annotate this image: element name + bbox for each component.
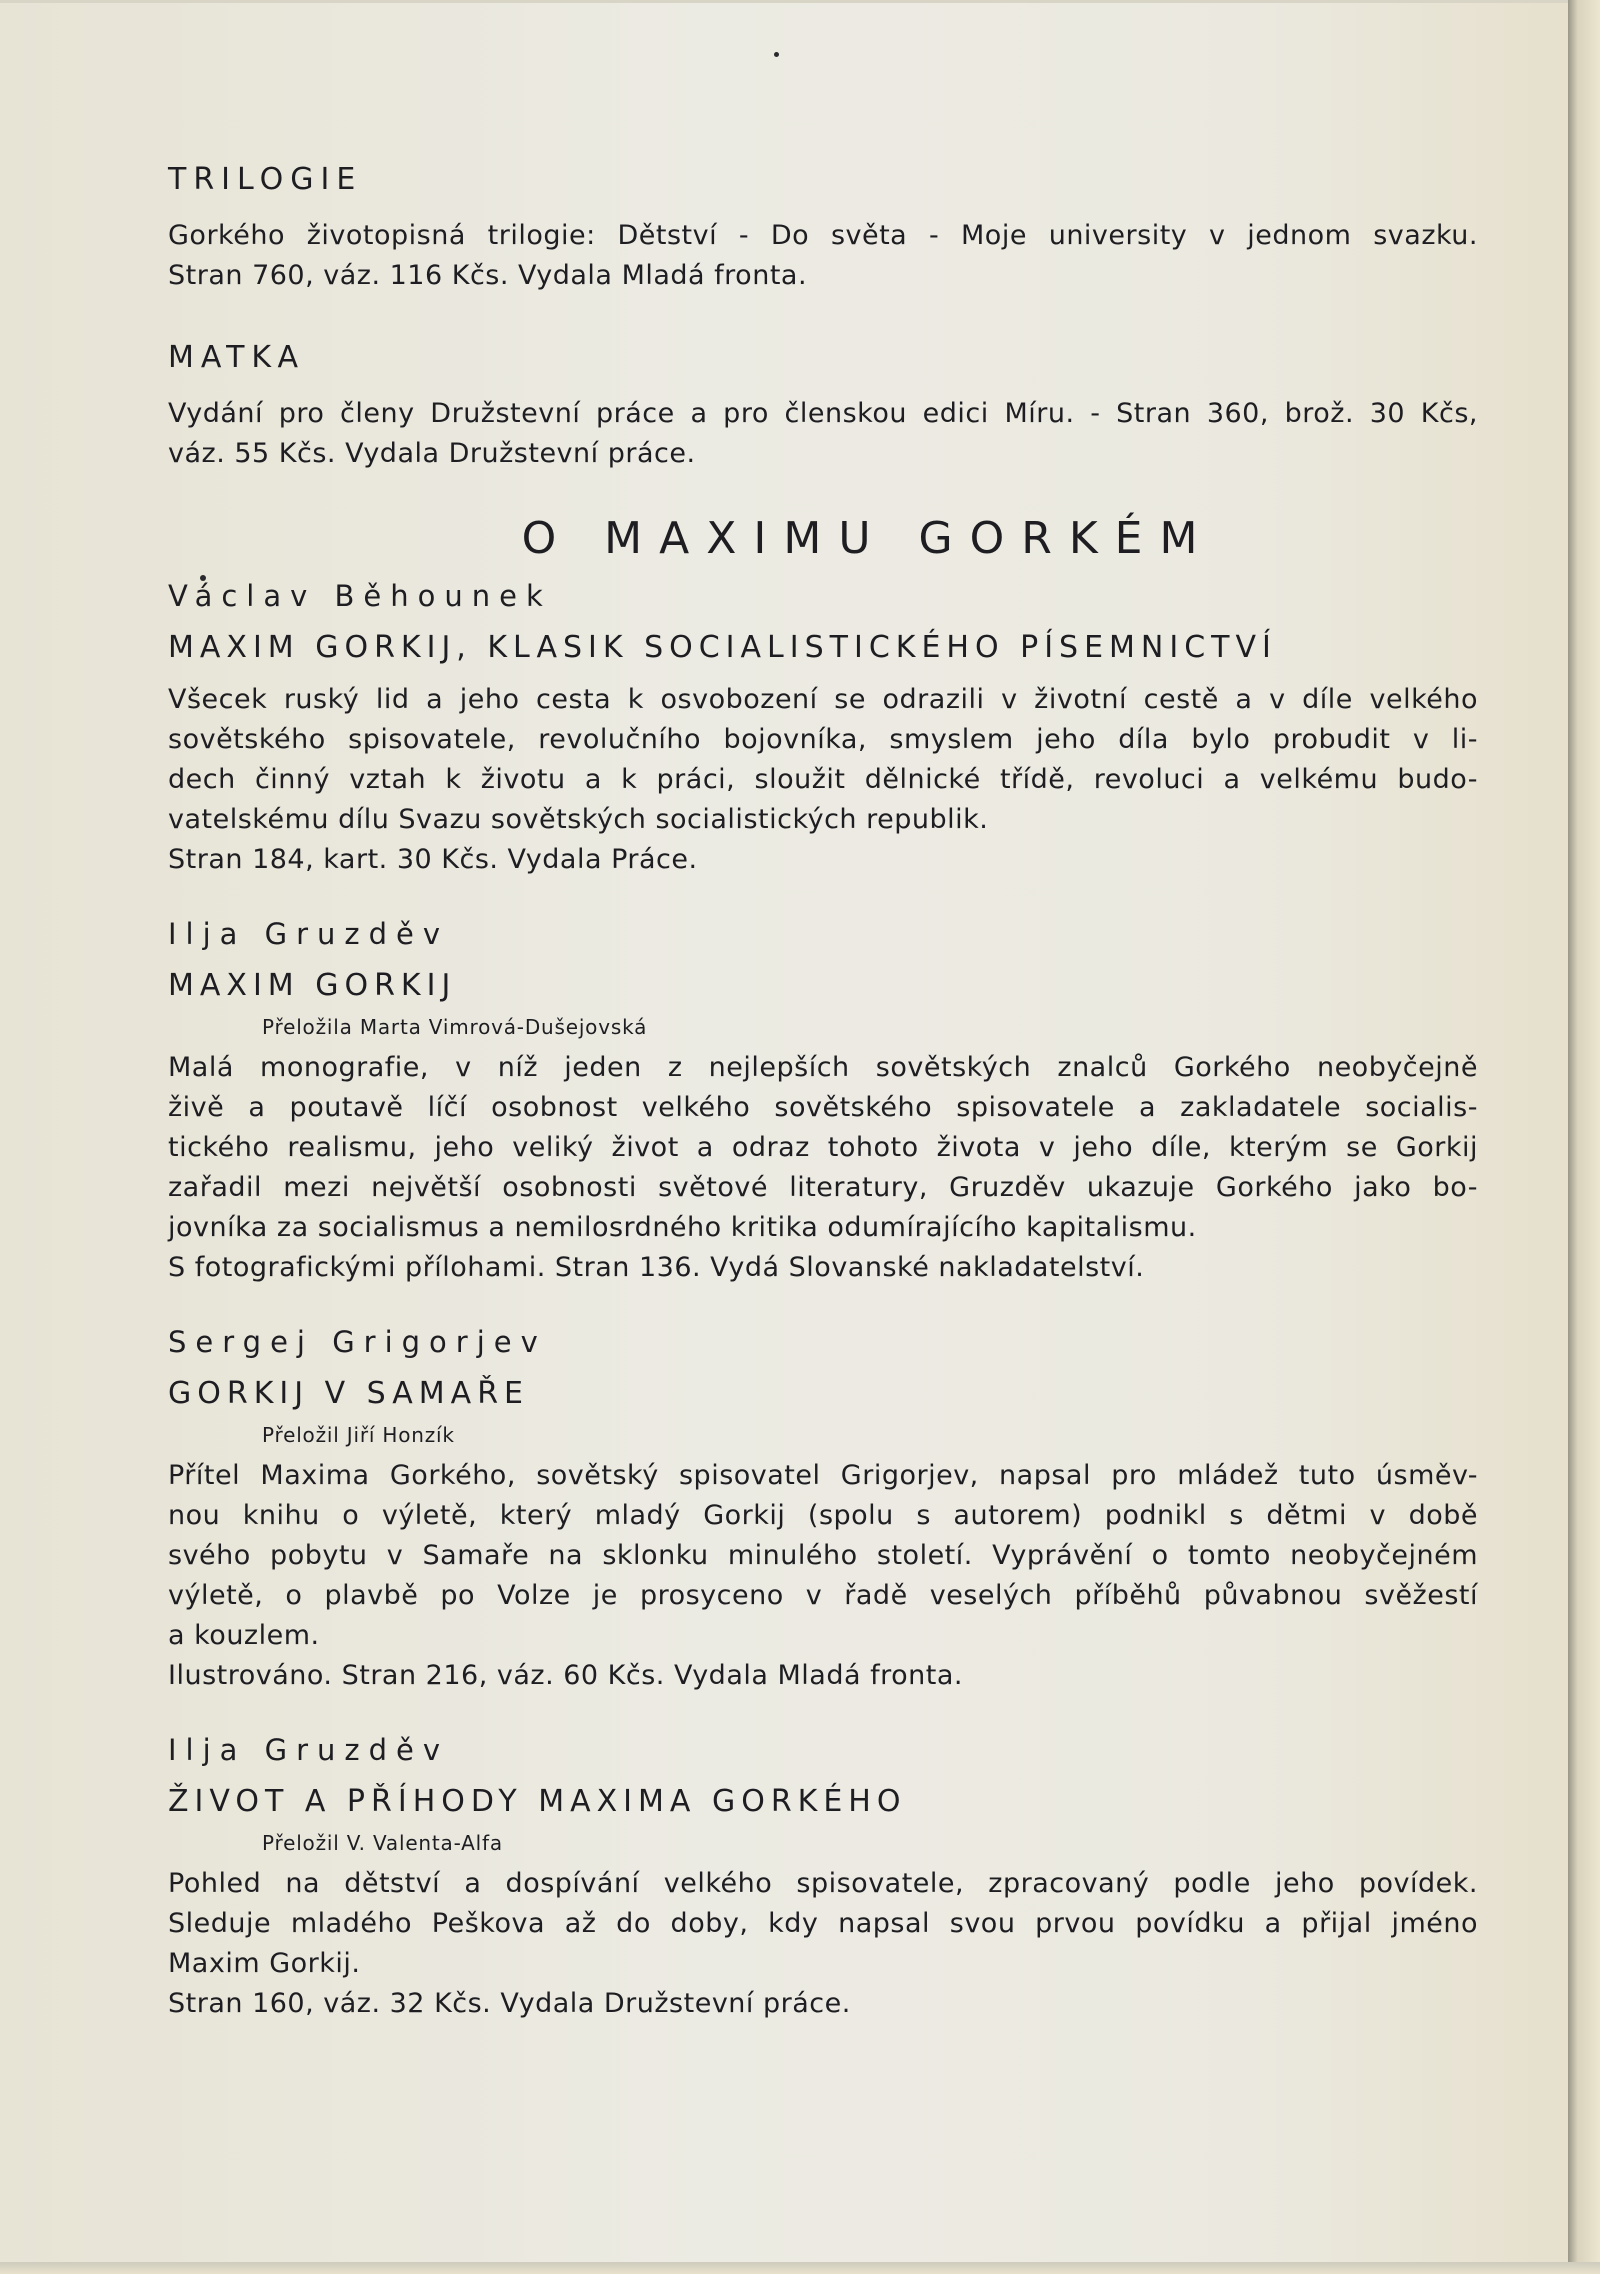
book-author: Ilja Gruzděv — [168, 1733, 450, 1767]
text-line: Všecek ruský lid a jeho cesta k osvobození se odrazili v životní cestě a v díle velkého — [168, 684, 1478, 715]
text-line: Vydání pro členy Družstevní práce a pro členskou edici Míru. - Stran 360, brož. 30 Kčs, — [168, 398, 1478, 429]
text-line: jovníka za socialismus a nemilosrdného kritika odumírajícího kapitalismu. — [168, 1212, 1197, 1243]
text-line: výletě, o plavbě po Volze je prosyceno v řadě veselých příběhů půvabnou svěžestí — [168, 1580, 1478, 1611]
book-title: ŽIVOT A PŘÍHODY MAXIMA GORKÉHO — [168, 1784, 907, 1819]
page-edge — [1568, 0, 1600, 2274]
section-text — [168, 394, 1478, 474]
book-entry — [168, 1322, 1478, 1696]
text-line: váz. 55 Kčs. Vydala Družstevní práce. — [168, 438, 696, 469]
text-line: a kouzlem. — [168, 1620, 320, 1651]
text-line: tického realismu, jeho veliký život a odraz tohoto života v jeho díle, kterým se Gorkij — [168, 1132, 1478, 1163]
text-line: Pohled na dětství a dospívání velkého spisovatele, zpracovaný podle jeho povídek. — [168, 1868, 1478, 1899]
text-line: S fotografickými přílohami. Stran 136. Vydá Slovanské nakladatelství. — [168, 1252, 1145, 1283]
book-translator: Přeložila Marta Vimrová-Dušejovská — [262, 1015, 648, 1039]
ink-speck — [774, 52, 779, 57]
text-line: Stran 760, váz. 116 Kčs. Vydala Mladá fronta. — [168, 260, 808, 291]
text-line: dech činný vztah k životu a k práci, sloužit dělnické třídě, revoluci a velkému budo- — [168, 764, 1478, 795]
book-translator: Přeložil V. Valenta-Alfa — [262, 1831, 503, 1855]
text-line: svého pobytu v Samaře na sklonku minulého století. Vyprávění o tomto neobyčejném — [168, 1540, 1478, 1571]
section-heading: TRILOGIE — [168, 162, 363, 197]
text-line: Malá monografie, v níž jeden z nejlepších sovětských znalců Gorkého neobyčejně — [168, 1052, 1478, 1083]
book-description — [168, 1456, 1478, 1696]
text-line: Maxim Gorkij. — [168, 1948, 361, 1979]
page-title: O MAXIMU GORKÉM — [521, 513, 1215, 564]
section-heading: MATKA — [168, 340, 306, 375]
section-trilogie — [168, 160, 1478, 296]
text-line: zařadil mezi největší osobnosti světové literatury, Gruzděv ukazuje Gorkého jako bo- — [168, 1172, 1478, 1203]
book-title: MAXIM GORKIJ — [168, 968, 457, 1003]
text-line: sovětského spisovatele, revolučního bojovníka, smyslem jeho díla bylo probudit v li- — [168, 724, 1478, 755]
top-edge — [0, 0, 1568, 3]
book-title: MAXIM GORKIJ, KLASIK SOCIALISTICKÉHO PÍSEMNICTVÍ — [168, 630, 1277, 665]
text-line: Ilustrováno. Stran 216, váz. 60 Kčs. Vydala Mladá fronta. — [168, 1660, 963, 1691]
section-text — [168, 216, 1478, 296]
text-line: Stran 160, váz. 32 Kčs. Vydala Družstevní práce. — [168, 1988, 851, 2019]
book-description — [168, 680, 1478, 880]
bottom-edge — [0, 2262, 1600, 2274]
book-author: Václav Běhounek — [168, 579, 552, 613]
book-description — [168, 1048, 1478, 1288]
text-line: Gorkého životopisná trilogie: Dětství - Do světa - Moje university v jednom svazku. — [168, 220, 1478, 251]
book-author: Sergej Grigorjev — [168, 1325, 547, 1359]
text-line: živě a poutavě líčí osobnost velkého sovětského spisovatele a zakladatele socialis- — [168, 1092, 1478, 1123]
book-entry — [168, 1730, 1478, 2024]
book-entry — [168, 576, 1478, 880]
text-line: Přítel Maxima Gorkého, sovětský spisovatel Grigorjev, napsal pro mládež tuto úsměv- — [168, 1460, 1478, 1491]
book-title: GORKIJ V SAMAŘE — [168, 1376, 529, 1411]
book-author: Ilja Gruzděv — [168, 917, 450, 951]
text-line: vatelskému dílu Svazu sovětských socialistických republik. — [168, 804, 989, 835]
book-description — [168, 1864, 1478, 2024]
text-line: nou knihu o výletě, který mladý Gorkij (spolu s autorem) podnikl s dětmi v době — [168, 1500, 1478, 1531]
text-line: Stran 184, kart. 30 Kčs. Vydala Práce. — [168, 844, 698, 875]
book-entry — [168, 914, 1478, 1288]
text-line: Sleduje mladého Peškova až do doby, kdy napsal svou prvou povídku a přijal jméno — [168, 1908, 1478, 1939]
document-body — [168, 160, 1478, 2024]
book-translator: Přeložil Jiří Honzík — [262, 1423, 455, 1447]
section-matka — [168, 338, 1478, 474]
